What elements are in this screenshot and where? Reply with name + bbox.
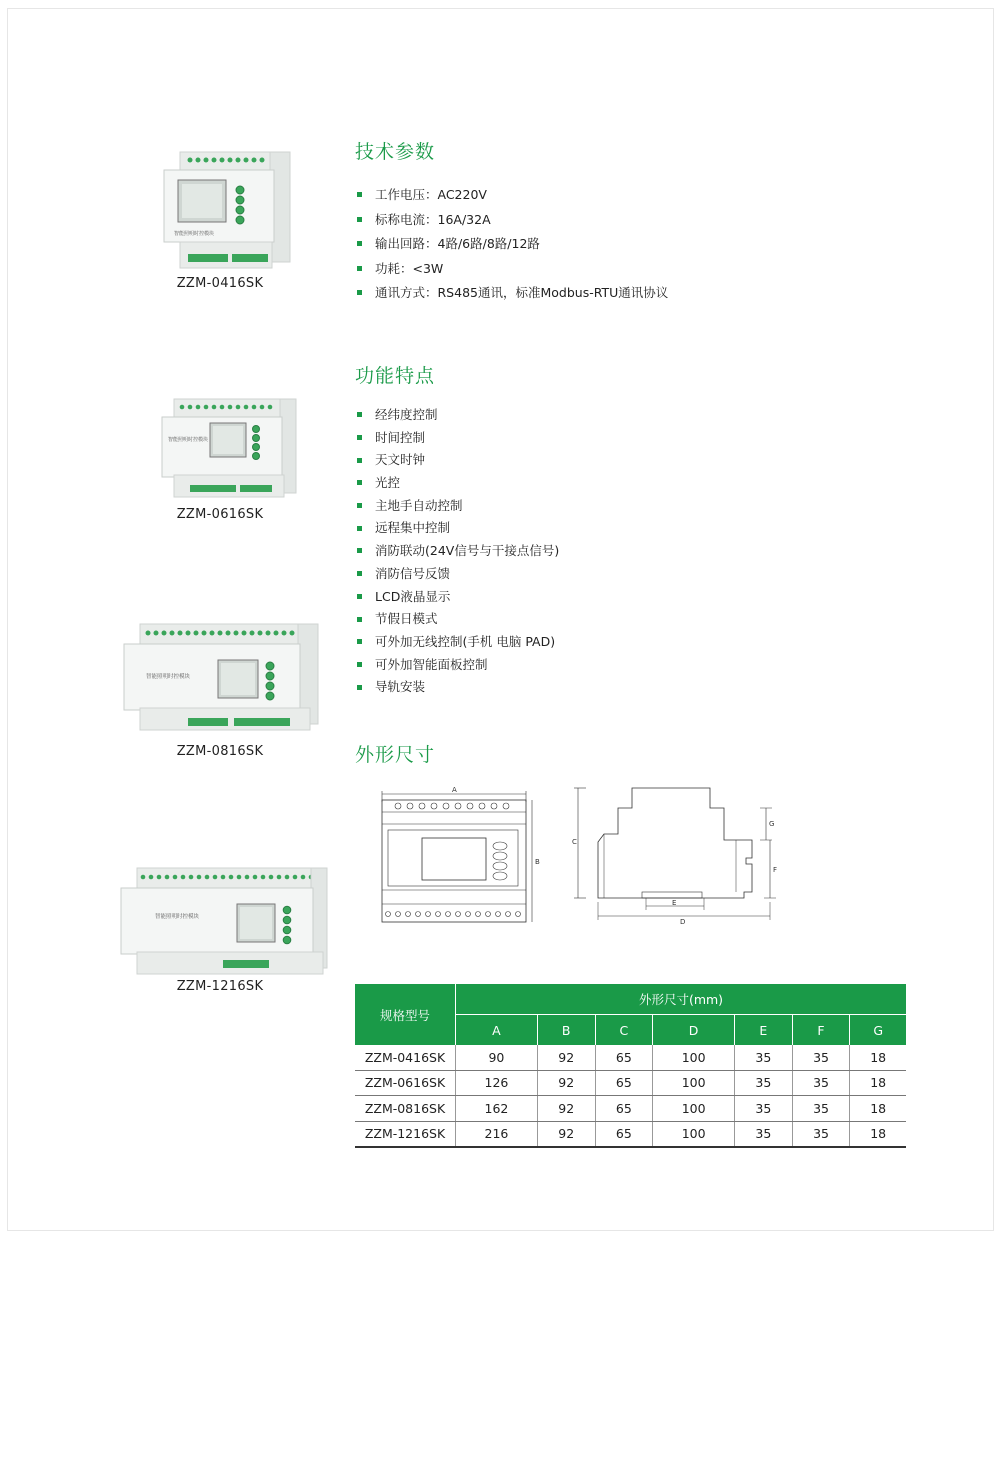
side-view-drawing [566, 784, 796, 934]
dimensions-table [355, 984, 906, 1148]
dimensions-title: 外形尺寸 [355, 744, 436, 766]
table-cell: 126 [456, 1070, 538, 1096]
table-cell: 65 [595, 1121, 653, 1147]
table-cell: 90 [456, 1045, 538, 1070]
features-item: 时间控制 [357, 427, 559, 450]
table-col-d: D [653, 1015, 735, 1046]
svg-text:智能照明时控模块: 智能照明时控模块 [146, 674, 191, 680]
table-row [355, 1121, 906, 1147]
features-item: 天文时钟 [357, 449, 559, 472]
features-item: 消防联动(24V信号与干接点信号) [357, 540, 559, 563]
table-cell: 65 [595, 1096, 653, 1122]
product-image-1216 [119, 866, 331, 978]
features-item: 可外加智能面板控制 [357, 654, 559, 677]
dim-label-e: E [672, 899, 677, 907]
dim-label-d: D [680, 918, 686, 926]
features-item: 消防信号反馈 [357, 563, 559, 586]
table-cell-model: ZZM-0416SK [355, 1045, 456, 1070]
table-header-group: 外形尺寸(mm) [456, 984, 907, 1015]
table-cell: 100 [653, 1096, 735, 1122]
table-cell: 162 [456, 1096, 538, 1122]
table-cell: 18 [850, 1045, 906, 1070]
table-cell: 65 [595, 1070, 653, 1096]
table-row [355, 1096, 906, 1122]
specs-item: 输出回路：4路/6路/8路/12路 [357, 232, 668, 257]
dim-label-g: G [769, 820, 775, 828]
product-caption-0616: ZZM-0616SK [176, 507, 264, 522]
specs-item: 功耗：<3W [357, 257, 668, 282]
features-item: 可外加无线控制(手机 电脑 PAD) [357, 631, 559, 654]
table-row [355, 1070, 906, 1096]
table-cell: 35 [735, 1070, 793, 1096]
table-row [355, 1045, 906, 1070]
table-cell: 92 [537, 1070, 595, 1096]
product-caption-0816: ZZM-0816SK [176, 744, 264, 759]
table-cell: 18 [850, 1096, 906, 1122]
features-list [357, 404, 559, 699]
specs-item: 通讯方式：RS485通讯，标准Modbus-RTU通讯协议 [357, 281, 668, 306]
table-cell: 18 [850, 1121, 906, 1147]
features-item: LCD液晶显示 [357, 586, 559, 609]
product-image-0616 [160, 397, 300, 501]
specs-item: 工作电压：AC220V [357, 183, 668, 208]
table-cell-model: ZZM-0816SK [355, 1096, 456, 1122]
table-cell-model: ZZM-0616SK [355, 1070, 456, 1096]
table-cell: 35 [792, 1121, 850, 1147]
table-cell: 100 [653, 1121, 735, 1147]
table-cell: 65 [595, 1045, 653, 1070]
features-item: 节假日模式 [357, 608, 559, 631]
svg-text:智能照明时控模块: 智能照明时控模块 [174, 231, 215, 237]
features-item: 导轨安装 [357, 676, 559, 699]
features-title: 功能特点 [355, 365, 436, 387]
table-cell: 35 [735, 1096, 793, 1122]
svg-text:智能照明时控模块: 智能照明时控模块 [168, 437, 209, 443]
product-image-0816 [122, 622, 322, 734]
svg-text:智能照明时控模块: 智能照明时控模块 [155, 914, 200, 920]
table-col-b: B [537, 1015, 595, 1046]
product-image-0416 [160, 150, 295, 272]
dim-label-f: F [773, 866, 778, 874]
table-cell: 35 [792, 1096, 850, 1122]
table-cell: 92 [537, 1121, 595, 1147]
dim-label-b: B [535, 858, 540, 866]
table-cell: 100 [653, 1045, 735, 1070]
table-col-e: E [735, 1015, 793, 1046]
features-item: 主地手自动控制 [357, 495, 559, 518]
table-cell: 35 [735, 1121, 793, 1147]
table-cell: 92 [537, 1096, 595, 1122]
specs-item: 标称电流：16A/32A [357, 208, 668, 233]
dim-label-c: C [572, 838, 577, 846]
table-cell: 18 [850, 1070, 906, 1096]
table-cell: 100 [653, 1070, 735, 1096]
table-col-g: G [850, 1015, 906, 1046]
table-col-a: A [456, 1015, 538, 1046]
table-cell: 216 [456, 1121, 538, 1147]
features-item: 远程集中控制 [357, 517, 559, 540]
table-cell: 35 [792, 1045, 850, 1070]
table-cell: 92 [537, 1045, 595, 1070]
table-cell-model: ZZM-1216SK [355, 1121, 456, 1147]
specs-title: 技术参数 [355, 141, 436, 163]
front-view-drawing [368, 786, 548, 930]
table-cell: 35 [792, 1070, 850, 1096]
table-header-model: 规格型号 [355, 984, 456, 1045]
product-caption-1216: ZZM-1216SK [176, 979, 264, 994]
specs-list [357, 183, 668, 306]
product-caption-0416: ZZM-0416SK [176, 276, 264, 291]
features-item: 光控 [357, 472, 559, 495]
table-col-c: C [595, 1015, 653, 1046]
dim-label-a: A [452, 786, 457, 794]
table-col-f: F [792, 1015, 850, 1046]
features-item: 经纬度控制 [357, 404, 559, 427]
table-cell: 35 [735, 1045, 793, 1070]
